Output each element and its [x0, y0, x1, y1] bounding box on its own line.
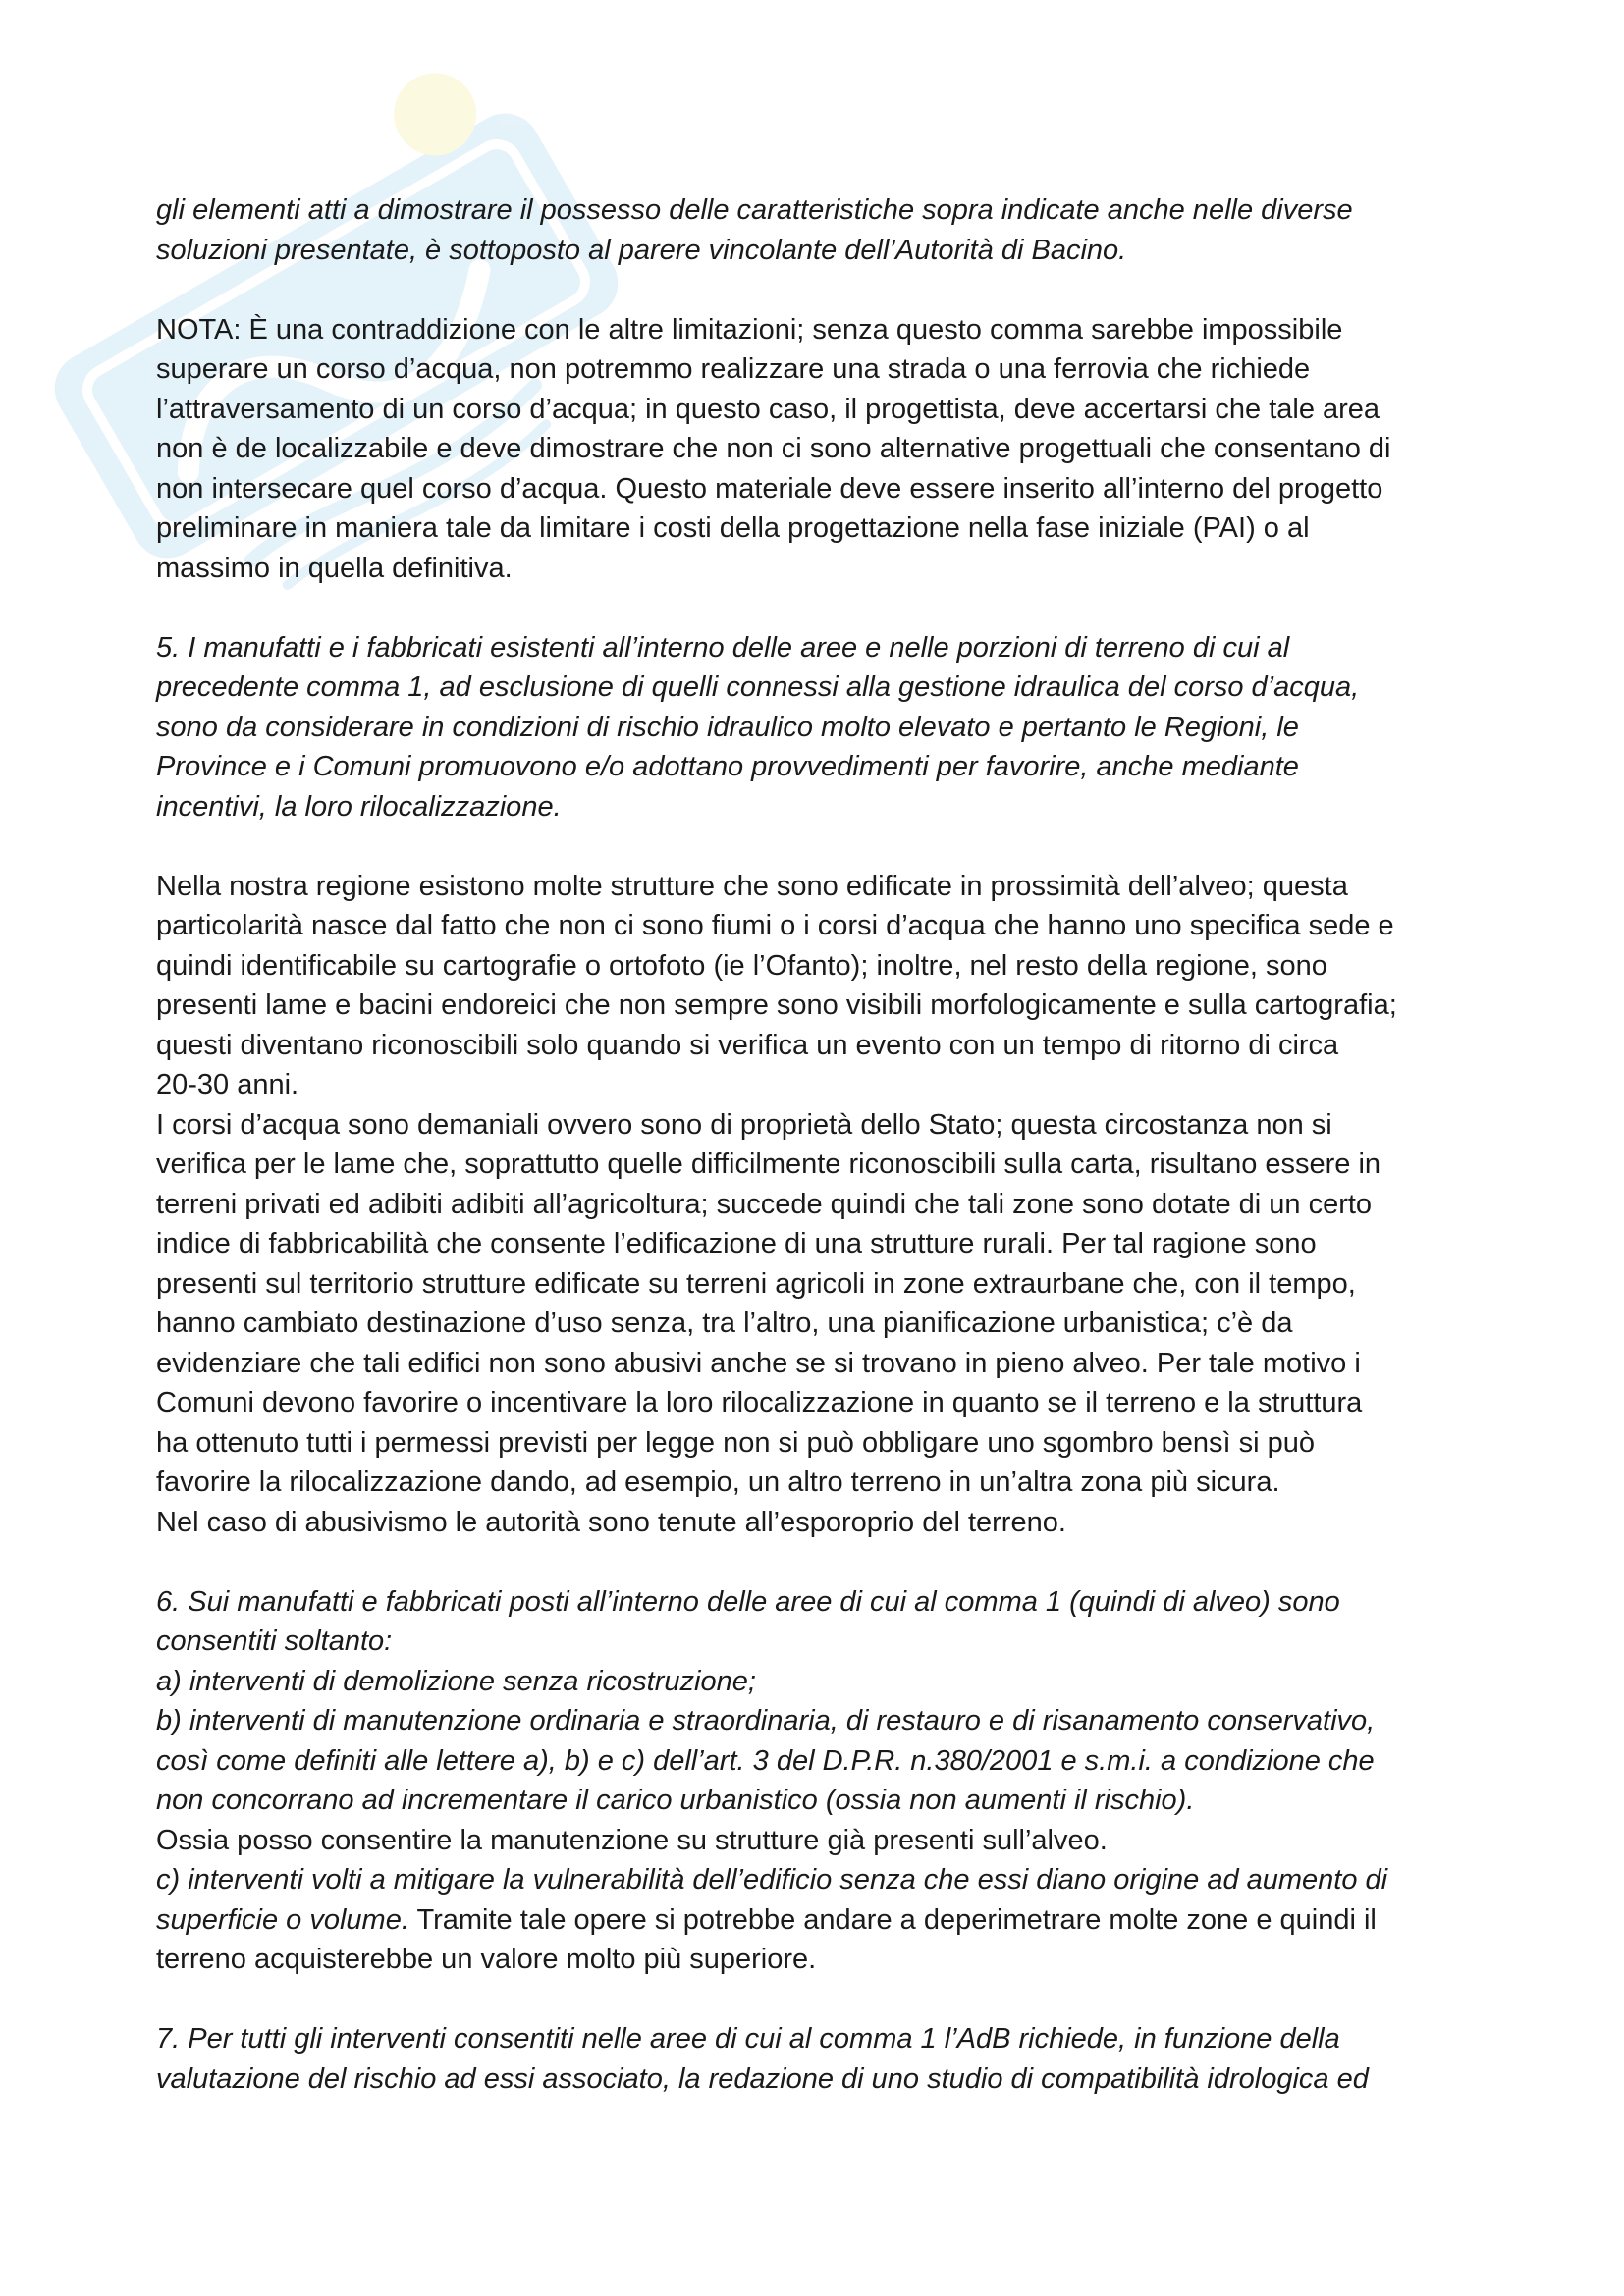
body-text: presenti lame e bacini endoreici che non sempre sono visibili morfologicamente e sulla cartografia; [156, 989, 1397, 1021]
italic-text: 6. Sui manufatti e fabbricati posti all’interno delle aree di cui al comma 1 (quindi di alveo) sono [156, 1585, 1340, 1618]
text-line [156, 1304, 1482, 1344]
paragraph [156, 628, 1482, 828]
italic-text: 7. Per tutti gli interventi consentiti nelle aree di cui al comma 1 l’AdB richiede, in funzione della [156, 2023, 1340, 2055]
body-text: Ossia posso consentire la manutenzione su strutture già presenti sull’alveo. [156, 1824, 1108, 1856]
text-line [156, 1065, 1482, 1105]
text-line [156, 1185, 1482, 1225]
text-line [156, 429, 1482, 469]
text-line [156, 349, 1482, 390]
paragraph-spacer [156, 270, 1482, 310]
text-line [156, 508, 1482, 549]
body-text: presenti sul territorio strutture edificate su terreni agricoli in zone extraurbane che, con il tempo, [156, 1267, 1356, 1300]
paragraph-spacer [156, 1980, 1482, 2020]
text-line [156, 1940, 1482, 1980]
text-line [156, 1463, 1482, 1503]
body-text: massimo in quella definitiva. [156, 552, 513, 584]
text-line [156, 787, 1482, 828]
italic-text: sono da considerare in condizioni di rischio idraulico molto elevato e pertanto le Regioni, le [156, 711, 1299, 743]
italic-text: superficie o volume. [156, 1903, 409, 1936]
text-line [156, 1900, 1482, 1941]
text-line [156, 1026, 1482, 1066]
body-text: terreno acquisterebbe un valore molto più superiore. [156, 1944, 817, 1975]
italic-text: Province e i Comuni promuovono e/o adottano provvedimenti per favorire, anche mediante [156, 751, 1299, 782]
paragraph [156, 1582, 1482, 1980]
body-text: indice di fabbricabilità che consente l’edificazione di una strutture rurali. Per tal ragione sono [156, 1228, 1317, 1259]
body-text: favorire la rilocalizzazione dando, ad esempio, un altro terreno in un’altra zona più sicura. [156, 1467, 1280, 1498]
text-line [156, 747, 1482, 787]
italic-text: precedente comma 1, ad esclusione di quelli connessi alla gestione idraulica del corso d’acqua, [156, 671, 1360, 703]
italic-text: gli elementi atti a dimostrare il possesso delle caratteristiche sopra indicate anche nelle diverse [156, 194, 1353, 226]
body-text: questi diventano riconoscibili solo quando si verifica un evento con un tempo di ritorno di circa [156, 1029, 1339, 1061]
text-line [156, 1622, 1482, 1662]
italic-text: così come definiti alle lettere a), b) e c) dell’art. 3 del D.P.R. n.380/2001 e s.m.i. a condizione che [156, 1744, 1375, 1777]
body-text: Tramite tale opere si potrebbe andare a deperimetrare molte zone e quindi il [408, 1903, 1377, 1936]
text-line [156, 1344, 1482, 1384]
italic-text: consentiti soltanto: [156, 1626, 393, 1657]
body-text: hanno cambiato destinazione d’uso senza, tra l’altro, una pianificazione urbanistica; c’è da [156, 1308, 1293, 1339]
body-text: 20-30 anni. [156, 1069, 299, 1100]
text-line [156, 1860, 1482, 1900]
text-line [156, 2059, 1482, 2100]
document-body [156, 190, 1482, 2099]
text-line [156, 1701, 1482, 1741]
text-line [156, 231, 1482, 271]
body-text: non è de localizzabile e deve dimostrare che non ci sono alternative progettuali che consentano di [156, 433, 1391, 464]
body-text: terreni privati ed adibiti adibiti all’agricoltura; succede quindi che tali zone sono dotate di un certo [156, 1188, 1373, 1220]
paragraph [156, 190, 1482, 270]
body-text: NOTA: È una contraddizione con le altre limitazioni; senza questo comma sarebbe impossibile [156, 313, 1343, 346]
text-line [156, 1582, 1482, 1623]
paragraph-spacer [156, 827, 1482, 867]
text-line [156, 1821, 1482, 1861]
text-line [156, 906, 1482, 946]
italic-text: 5. I manufatti e i fabbricati esistenti all’interno delle aree e nelle porzioni di terreno di cui al [156, 631, 1290, 664]
text-line [156, 867, 1482, 907]
text-line [156, 1264, 1482, 1305]
text-line [156, 1781, 1482, 1821]
italic-text: c) interventi volti a mitigare la vulnerabilità dell’edificio senza che essi diano origine ad aumento di [156, 1864, 1388, 1896]
paragraph-spacer [156, 1542, 1482, 1582]
text-line [156, 310, 1482, 350]
body-text: evidenziare che tali edifici non sono abusivi anche se si trovano in pieno alveo. Per tale motivo i [156, 1347, 1361, 1379]
text-line [156, 2019, 1482, 2059]
paragraph-spacer [156, 588, 1482, 628]
italic-text: b) interventi di manutenzione ordinaria e straordinaria, di restauro e di risanamento conservativo, [156, 1705, 1376, 1736]
body-text: verifica per le lame che, soprattutto quelle difficilmente riconoscibili sulla carta, risultano essere in [156, 1148, 1381, 1180]
body-text: particolarità nasce dal fatto che non ci sono fiumi o i corsi d’acqua che hanno uno specifica sede e [156, 910, 1394, 941]
body-text: preliminare in maniera tale da limitare i costi della progettazione nella fase iniziale (PAI) o al [156, 512, 1310, 544]
text-line [156, 549, 1482, 589]
body-text: quindi identificabile su cartografie o ortofoto (ie l’Ofanto); inoltre, nel resto della regione, sono [156, 949, 1327, 982]
italic-text: incentivi, la loro rilocalizzazione. [156, 790, 562, 823]
body-text: superare un corso d’acqua, non potremmo realizzare una strada o una ferrovia che richiede [156, 353, 1311, 385]
body-text: non intersecare quel corso d’acqua. Questo materiale deve essere inserito all’interno del progetto [156, 472, 1383, 505]
text-line [156, 628, 1482, 668]
body-text: Comuni devono favorire o incentivare la loro rilocalizzazione in quanto se il terreno e la struttura [156, 1387, 1363, 1418]
italic-text: valutazione del rischio ad essi associato, la redazione di uno studio di compatibilità idrologica ed [156, 2062, 1369, 2095]
text-line [156, 1383, 1482, 1423]
italic-text: a) interventi di demolizione senza ricostruzione; [156, 1665, 756, 1697]
italic-text: non concorrano ad incrementare il carico urbanistico (ossia non aumenti il rischio). [156, 1785, 1195, 1816]
text-line [156, 1145, 1482, 1185]
text-line [156, 1741, 1482, 1782]
italic-text: soluzioni presentate, è sottoposto al parere vincolante dell’Autorità di Bacino. [156, 234, 1127, 266]
text-line [156, 469, 1482, 509]
text-line [156, 190, 1482, 231]
body-text: ha ottenuto tutti i permessi previsti per legge non si può obbligare uno sgombro bensì si può [156, 1426, 1316, 1459]
text-line [156, 946, 1482, 987]
text-line [156, 986, 1482, 1026]
text-line [156, 1105, 1482, 1146]
paragraph [156, 2019, 1482, 2099]
text-line [156, 390, 1482, 430]
body-text: I corsi d’acqua sono demaniali ovvero sono di proprietà dello Stato; questa circostanza non si [156, 1108, 1332, 1141]
text-line [156, 1662, 1482, 1702]
body-text: Nella nostra regione esistono molte strutture che sono edificate in prossimità dell’alveo; questa [156, 870, 1348, 902]
paragraph [156, 310, 1482, 589]
text-line [156, 1423, 1482, 1464]
body-text: Nel caso di abusivismo le autorità sono tenute all’esporoprio del terreno. [156, 1506, 1066, 1538]
text-line [156, 1224, 1482, 1264]
paragraph [156, 867, 1482, 1543]
text-line [156, 667, 1482, 708]
body-text: l’attraversamento di un corso d’acqua; in questo caso, il progettista, deve accertarsi che tale area [156, 393, 1380, 425]
text-line [156, 708, 1482, 748]
text-line [156, 1503, 1482, 1543]
